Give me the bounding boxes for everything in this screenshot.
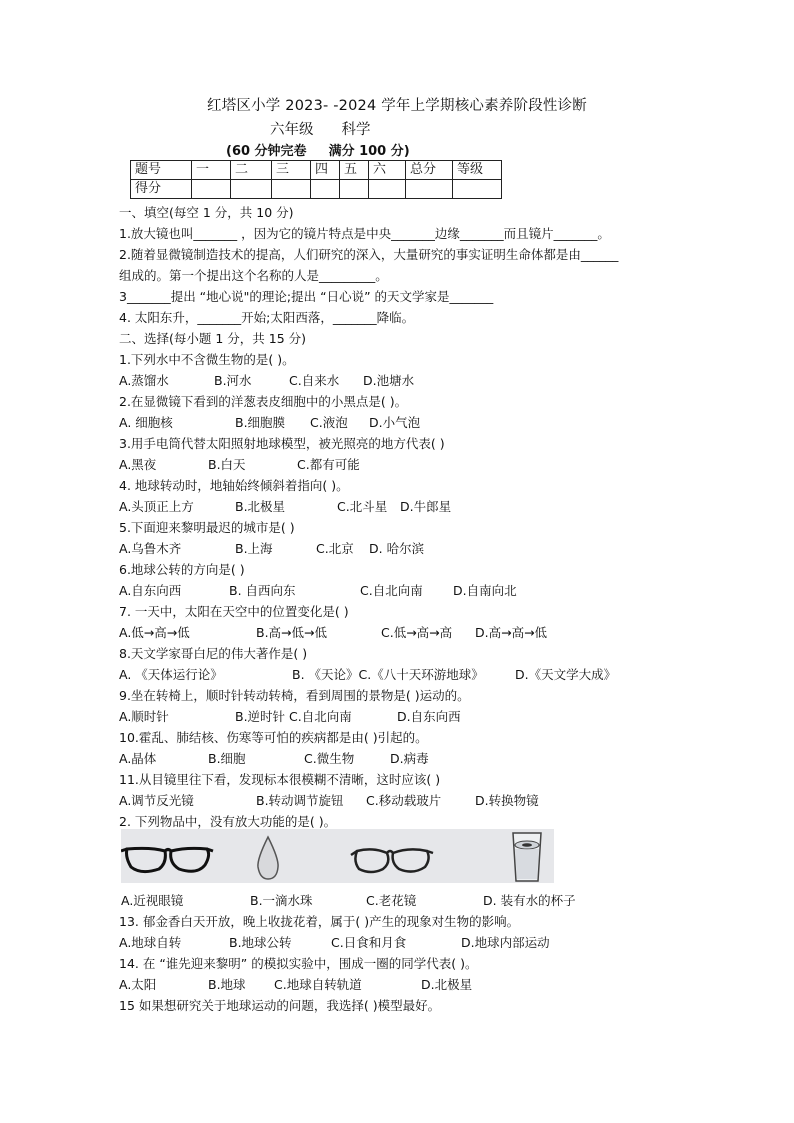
option: C.自北向南 bbox=[360, 583, 423, 598]
score-entry[interactable] bbox=[340, 180, 369, 199]
score-note: 满分 100 分) bbox=[328, 144, 410, 159]
grade-label: 六年级 bbox=[270, 122, 314, 138]
choice-question: 13. 郁金香白天开放，晚上收拢花着，属于( )产生的现象对生物的影响。 bbox=[119, 914, 520, 929]
reading-glasses-icon bbox=[351, 849, 433, 872]
option: A.地球自转 bbox=[119, 935, 182, 950]
choice-question: 1.下列水中不含微生物的是( )。 bbox=[119, 352, 295, 367]
option: B.上海 bbox=[235, 541, 273, 556]
score-cell: 三 bbox=[272, 161, 311, 180]
option: C.日食和月食 bbox=[331, 935, 407, 950]
option: C.北京 bbox=[316, 541, 354, 556]
option: B. 《天论》C.《八十天环游地球》 bbox=[292, 667, 484, 682]
fill-question: 3_______提出 “地心说"的理论;提出 “日心说” 的天文学家是_______ bbox=[119, 289, 494, 304]
option: B.一滴水珠 bbox=[250, 893, 313, 908]
choice-question: 2.在显微镜下看到的洋葱表皮细胞中的小黑点是( )。 bbox=[119, 394, 408, 409]
score-table bbox=[130, 160, 502, 199]
option: A. 细胞核 bbox=[119, 415, 173, 430]
option: B.细胞 bbox=[208, 751, 246, 766]
option: C.老花镜 bbox=[366, 893, 417, 908]
option: A.低→高→低 bbox=[119, 625, 190, 640]
question-12-image-strip bbox=[121, 829, 554, 883]
option: A.顺时针 bbox=[119, 709, 169, 724]
subject-label: 科学 bbox=[341, 122, 371, 138]
option: B. 自西向东 bbox=[229, 583, 296, 598]
choice-question: 8.天文学家哥白尼的伟大著作是( ) bbox=[119, 646, 308, 661]
option: D.池塘水 bbox=[363, 373, 415, 388]
option: C.低→高→高 bbox=[381, 625, 453, 640]
fill-question: 2.随着显微镜制造技术的提高，人们研究的深入，大量研究的事实证明生命体都是由______ bbox=[119, 247, 619, 262]
score-cell: 五 bbox=[340, 161, 369, 180]
option: C.北斗星 bbox=[337, 499, 388, 514]
option: B.细胞膜 bbox=[235, 415, 286, 430]
option: A.乌鲁木齐 bbox=[119, 541, 182, 556]
option: C.都有可能 bbox=[297, 457, 360, 472]
option: A.太阳 bbox=[119, 977, 157, 992]
option: B.地球 bbox=[208, 977, 246, 992]
choice-question: 5.下面迎来黎明最迟的城市是( ) bbox=[119, 520, 295, 535]
score-entry[interactable] bbox=[272, 180, 311, 199]
exam-note bbox=[226, 140, 410, 159]
option: C.微生物 bbox=[304, 751, 355, 766]
option: C.地球自转轨道 bbox=[274, 977, 362, 992]
water-drop-icon bbox=[258, 837, 278, 879]
fill-question: 组成的。第一个提出这个名称的人是_________。 bbox=[119, 268, 388, 283]
option: D.自东向西 bbox=[397, 709, 461, 724]
option: A.调节反光镜 bbox=[119, 793, 194, 808]
score-entry[interactable] bbox=[369, 180, 406, 199]
option: B.地球公转 bbox=[229, 935, 292, 950]
choice-question: 4. 地球转动时，地轴始终倾斜着指向( )。 bbox=[119, 478, 349, 493]
option: B.河水 bbox=[214, 373, 252, 388]
option: A.黑夜 bbox=[119, 457, 157, 472]
option: D.自南向北 bbox=[453, 583, 517, 598]
water-cup-icon bbox=[513, 833, 541, 881]
score-entry[interactable] bbox=[453, 180, 502, 199]
time-note: (60 分钟完卷 bbox=[226, 144, 307, 159]
score-table-score-row bbox=[131, 180, 502, 199]
option: A.晶体 bbox=[119, 751, 157, 766]
option: B.北极星 bbox=[235, 499, 286, 514]
choice-question: 2. 下列物品中，没有放大功能的是( )。 bbox=[119, 814, 337, 829]
option: D.《天文学大成》 bbox=[515, 667, 617, 682]
score-cell: 一 bbox=[192, 161, 231, 180]
option: D.病毒 bbox=[390, 751, 429, 766]
glasses-icon bbox=[121, 848, 213, 871]
exam-title: 红塔区小学 2023- -2024 学年上学期核心素养阶段性诊断 bbox=[207, 98, 587, 114]
option: A. 《天体运行论》 bbox=[119, 667, 223, 682]
option: C.液泡 bbox=[310, 415, 348, 430]
fill-question: 1.放大镜也叫_______ ，因为它的镜片特点是中央_______边缘_______而且镜片_______。 bbox=[119, 226, 610, 241]
score-cell: 等级 bbox=[453, 161, 502, 180]
option: B.转动调节旋钮 bbox=[256, 793, 344, 808]
option: D. 装有水的杯子 bbox=[483, 893, 576, 908]
score-cell: 六 bbox=[369, 161, 406, 180]
option: D.牛郎星 bbox=[400, 499, 452, 514]
option: D.地球内部运动 bbox=[461, 935, 550, 950]
score-cell: 总分 bbox=[406, 161, 453, 180]
score-entry[interactable] bbox=[192, 180, 231, 199]
fill-question: 4. 太阳东升，_______开始;太阳西落，_______降临。 bbox=[119, 310, 415, 325]
choice-question: 7. 一天中，太阳在天空中的位置变化是( ) bbox=[119, 604, 349, 619]
option: D.高→高→低 bbox=[475, 625, 548, 640]
objects-illustration bbox=[121, 829, 554, 883]
option: D.小气泡 bbox=[369, 415, 421, 430]
score-entry[interactable] bbox=[231, 180, 272, 199]
option: A.头顶正上方 bbox=[119, 499, 194, 514]
choice-question: 14. 在 “谁先迎来黎明” 的模拟实验中，围成一圈的同学代表( )。 bbox=[119, 956, 478, 971]
option: D.转换物镜 bbox=[475, 793, 539, 808]
choice-question: 15 如果想研究关于地球运动的问题，我选择( )模型最好。 bbox=[119, 998, 441, 1013]
score-cell: 得分 bbox=[131, 180, 192, 199]
choice-question: 3.用手电筒代替太阳照射地球模型，被光照亮的地方代表( ) bbox=[119, 436, 445, 451]
choice-question: 11.从目镜里往下看，发现标本很模糊不清晰，这时应该( ) bbox=[119, 772, 441, 787]
score-cell: 题号 bbox=[131, 161, 192, 180]
option: B.白天 bbox=[208, 457, 246, 472]
score-cell: 二 bbox=[231, 161, 272, 180]
option: C.自来水 bbox=[289, 373, 340, 388]
option: C.自北向南 bbox=[289, 709, 352, 724]
section-heading: 一、填空(每空 1 分，共 10 分) bbox=[119, 205, 294, 220]
score-cell: 四 bbox=[311, 161, 340, 180]
score-entry[interactable] bbox=[406, 180, 453, 199]
option: A.近视眼镜 bbox=[121, 893, 184, 908]
choice-question: 10.霍乱、肺结核、伤寒等可怕的疾病都是由( )引起的。 bbox=[119, 730, 428, 745]
choice-question: 6.地球公转的方向是( ) bbox=[119, 562, 245, 577]
score-entry[interactable] bbox=[311, 180, 340, 199]
option: A.蒸馏水 bbox=[119, 373, 169, 388]
option: B.逆时针 bbox=[235, 709, 286, 724]
choice-question: 9.坐在转椅上，顺时针转动转椅，看到周围的景物是( )运动的。 bbox=[119, 688, 470, 703]
option: D.北极星 bbox=[421, 977, 473, 992]
option: B.高→低→低 bbox=[256, 625, 327, 640]
option: D. 哈尔滨 bbox=[369, 541, 425, 556]
score-table-header-row bbox=[131, 161, 502, 180]
option: A.自东向西 bbox=[119, 583, 182, 598]
exam-subtitle bbox=[270, 118, 371, 139]
section-heading: 二、选择(每小题 1 分，共 15 分) bbox=[119, 331, 307, 346]
option: C.移动载玻片 bbox=[366, 793, 442, 808]
